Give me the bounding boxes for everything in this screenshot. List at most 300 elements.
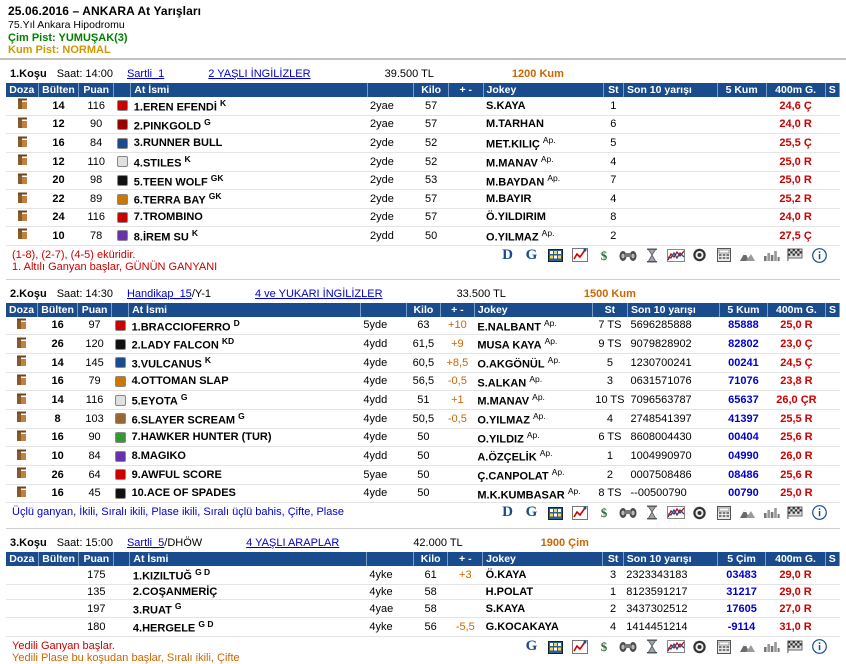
cell-horse-name[interactable]: 8.İREM SU $^K$ (131, 226, 367, 245)
cell-weight-change: +9 (440, 335, 474, 354)
cell-last10 (624, 115, 718, 134)
cell-s (825, 134, 839, 153)
cell-jockey[interactable]: H.POLAT (483, 584, 603, 599)
col-header-bulten: Bülten (38, 552, 79, 566)
graph-icon[interactable] (667, 639, 684, 654)
cell-weight-change (440, 447, 474, 466)
cell-horse-name[interactable]: 4.STILES $^K$ (131, 152, 367, 171)
cell-horse-name[interactable]: 5.TEEN WOLF $^{GK}$ (131, 171, 367, 190)
cell-start: 2 (603, 226, 623, 245)
cell-doza (6, 484, 38, 503)
cell-s (825, 171, 839, 190)
cell-doza (6, 115, 38, 134)
jockey-silk-icon (113, 171, 130, 190)
cell-400m: 25,0 R (766, 171, 825, 190)
chart-icon[interactable] (571, 505, 588, 520)
target-icon[interactable] (691, 248, 708, 263)
cell-jockey[interactable]: MUSA KAYA $^{Ap.}$ (474, 335, 592, 354)
table-row[interactable] (6, 409, 840, 428)
jockey-silk-icon (113, 134, 130, 153)
col-header-yas (360, 303, 406, 317)
jockey-silk-icon (113, 190, 130, 209)
cell-s (825, 584, 839, 599)
cell-doza (6, 618, 38, 637)
cell-jockey[interactable]: MET.KILIÇ $^{Ap.}$ (483, 134, 603, 153)
calculator-icon[interactable] (715, 639, 732, 654)
cell-start: 5 (592, 353, 627, 372)
graph-icon[interactable] (667, 505, 684, 520)
cell-horse-name[interactable]: 6.TERRA BAY $^{GK}$ (131, 190, 367, 209)
cell-s (825, 372, 839, 391)
cell-age-sex: 4yde (360, 353, 406, 372)
cell-age-sex: 2yde (367, 208, 414, 226)
cell-400m: 25,6 R (767, 428, 825, 447)
cell-jockey[interactable]: G.KOCAKAYA (483, 618, 603, 637)
cell-last5 (717, 226, 766, 245)
cell-horse-name[interactable]: 10.ACE OF SPADES (129, 484, 361, 503)
cell-s (825, 226, 839, 245)
cell-jockey[interactable]: Ö.KAYA (483, 566, 603, 584)
col-header-s: S (825, 303, 839, 317)
venue-subtitle: 75.Yıl Ankara Hipodromu (8, 19, 125, 31)
race-conditions-link[interactable]: Sartli_1 (126, 68, 165, 80)
cell-last5 (717, 97, 766, 115)
col-header-silk (113, 83, 130, 97)
col-header-s: S (825, 552, 839, 566)
cell-doza (6, 566, 38, 584)
cell-puan: 84 (79, 134, 114, 153)
info-icon[interactable] (811, 505, 828, 520)
cell-400m: 25,2 R (766, 190, 825, 209)
race-notes (6, 637, 523, 664)
cell-horse-name[interactable]: 1.KIZILTUĞ $^{G D}$ (130, 566, 367, 584)
table-row[interactable] (6, 599, 840, 618)
cell-doza (6, 584, 38, 599)
race-conditions-link[interactable]: Sartli_5 (126, 537, 165, 550)
letter-g-icon[interactable]: G (525, 504, 538, 521)
jockey-silk-icon (112, 484, 129, 503)
cell-age-sex: 4yke (366, 618, 413, 637)
cell-400m: 31,0 R (766, 618, 825, 637)
table-row[interactable] (6, 208, 840, 226)
hourglass-icon[interactable] (643, 505, 660, 520)
cell-age-sex: 4ydd (360, 335, 406, 354)
cell-puan: 145 (78, 353, 112, 372)
calendar-icon[interactable] (547, 505, 564, 520)
cell-s (825, 428, 839, 447)
calendar-icon[interactable] (547, 639, 564, 654)
cell-400m: 23,0 Ç (767, 335, 825, 354)
cell-weight-change: -0,5 (440, 409, 474, 428)
table-row[interactable] (6, 115, 840, 134)
stats-icon[interactable] (763, 639, 780, 654)
race-prize: 42.000 TL (413, 537, 463, 550)
col-header-silk (114, 552, 130, 566)
binoculars-icon[interactable] (619, 639, 636, 654)
cell-weight-change (448, 115, 483, 134)
calculator-icon[interactable] (715, 248, 732, 263)
cell-weight: 58 (413, 584, 448, 599)
race-time: Saat: 15:00 (56, 537, 113, 550)
cell-bulten: 26 (38, 465, 78, 484)
races-container (0, 68, 846, 664)
cell-doza (6, 409, 38, 428)
cell-puan: 116 (78, 391, 112, 410)
cell-age-sex: 4yke (366, 584, 413, 599)
cell-weight-change: +10 (440, 317, 474, 335)
jockey-silk-icon (113, 115, 130, 134)
cell-age-sex: 2yae (367, 115, 414, 134)
col-header-s: S (825, 83, 839, 97)
race-table (6, 303, 840, 504)
col-header-son10: Son 10 yarışı (628, 303, 720, 317)
table-row[interactable] (6, 190, 840, 209)
chart-icon[interactable] (571, 248, 588, 263)
col-header-doza: Doza (6, 83, 38, 97)
cell-horse-name[interactable]: 4.HERGELE $^{G D}$ (130, 618, 367, 637)
page-title: 25.06.2016 – ANKARA At Yarışları (8, 4, 202, 18)
hourglass-icon[interactable] (643, 248, 660, 263)
cell-horse-name[interactable]: 1.EREN EFENDİ $^K$ (131, 97, 367, 115)
col-header-st: St (603, 83, 623, 97)
col-header-jokey: Jokey (474, 303, 592, 317)
chart-icon[interactable] (571, 639, 588, 654)
cell-bulten: 22 (38, 190, 79, 209)
cell-last5 (717, 190, 766, 209)
col-header-jokey: Jokey (483, 552, 603, 566)
col-header-son10: Son 10 yarışı (623, 552, 717, 566)
cell-last10: 2323343183 (623, 566, 717, 584)
race-header (6, 537, 840, 549)
race-distance: 1200 Kum (511, 68, 564, 80)
cell-jockey[interactable]: M.BAYIR (483, 190, 603, 209)
col-header-at-ismi: At İsmi (130, 552, 367, 566)
table-row[interactable] (6, 428, 840, 447)
cell-last10: 0631571076 (628, 372, 720, 391)
cell-age-sex: 4yde (360, 484, 406, 503)
cell-last10 (624, 208, 718, 226)
cell-start: 7 (603, 171, 623, 190)
cell-weight: 50 (414, 226, 449, 245)
cell-jockey[interactable]: M.MANAV $^{Ap.}$ (474, 391, 592, 410)
cell-s (825, 484, 839, 503)
jockey-silk-icon (112, 409, 129, 428)
cell-age-sex: 2yae (367, 97, 414, 115)
cell-weight-change (440, 428, 474, 447)
race-notes (6, 246, 499, 273)
cell-last10: 9079828902 (628, 335, 720, 354)
cell-jockey[interactable]: M.MANAV $^{Ap.}$ (483, 152, 603, 171)
table-row[interactable] (6, 171, 840, 190)
table-row[interactable] (6, 566, 840, 584)
cell-puan: 103 (78, 409, 112, 428)
table-row[interactable] (6, 152, 840, 171)
cell-last5: 00241 (719, 353, 767, 372)
cell-weight: 50 (406, 428, 440, 447)
cell-last5: 65637 (719, 391, 767, 410)
cell-last5: 00790 (719, 484, 767, 503)
cell-weight: 58 (413, 599, 448, 618)
cell-s (825, 566, 839, 584)
col-header-jokey: Jokey (483, 83, 603, 97)
cell-jockey[interactable]: O.YILMAZ $^{Ap.}$ (474, 409, 592, 428)
cell-last10: 5696285888 (628, 317, 720, 335)
cell-jockey[interactable]: S.ALKAN $^{Ap.}$ (474, 372, 592, 391)
jockey-silk-icon (112, 391, 129, 410)
cell-age-sex: 2yde (367, 134, 414, 153)
table-row[interactable] (6, 226, 840, 245)
cell-bulten: 20 (38, 171, 79, 190)
col-header-puan: Puan (78, 303, 112, 317)
cell-jockey[interactable]: M.K.KUMBASAR $^{Ap.}$ (474, 484, 592, 503)
col-header-kilo: Kilo (413, 552, 448, 566)
cell-jockey[interactable]: O.YILMAZ $^{Ap.}$ (483, 226, 603, 245)
calendar-icon[interactable] (547, 248, 564, 263)
race-number: 3.Koşu (10, 537, 47, 550)
cell-last5 (717, 208, 766, 226)
info-icon[interactable] (811, 248, 828, 263)
cell-jockey[interactable]: A.ÖZÇELİK $^{Ap.}$ (474, 447, 592, 466)
cell-puan: 116 (79, 97, 114, 115)
cell-weight: 56,5 (406, 372, 440, 391)
cell-horse-name[interactable]: 1.BRACCIOFERRO $^D$ (129, 317, 361, 335)
cell-s (825, 618, 839, 637)
cell-last10 (624, 171, 718, 190)
col-header-400m: 400m G. (767, 303, 825, 317)
cell-weight-change (448, 97, 483, 115)
table-row[interactable] (6, 447, 840, 466)
cell-horse-name[interactable]: 9.AWFUL SCORE (129, 465, 361, 484)
cell-s (825, 317, 839, 335)
cell-last10: --00500790 (628, 484, 720, 503)
cell-horse-name[interactable]: 8.MAGIKO (129, 447, 361, 466)
cell-s (825, 190, 839, 209)
cell-doza (6, 226, 38, 245)
cell-puan: 90 (78, 428, 112, 447)
table-row[interactable] (6, 584, 840, 599)
cell-bulten: 14 (38, 391, 78, 410)
mountain-icon[interactable] (739, 505, 756, 520)
section-divider (6, 528, 840, 529)
dollar-icon[interactable] (595, 505, 612, 520)
cell-last5 (717, 115, 766, 134)
table-row[interactable] (6, 465, 840, 484)
race-number: 2.Koşu (10, 287, 47, 300)
cell-s (825, 335, 839, 354)
cell-jockey[interactable]: O.YILDIZ $^{Ap.}$ (474, 428, 592, 447)
cell-bulten: 16 (38, 317, 78, 335)
cell-jockey[interactable]: Ö.YILDIRIM (483, 208, 603, 226)
cell-bulten: 16 (38, 134, 79, 153)
cell-bulten (38, 584, 79, 599)
cell-jockey[interactable]: M.BAYDAN $^{Ap.}$ (483, 171, 603, 190)
cell-400m: 27,5 Ç (766, 226, 825, 245)
race-time: Saat: 14:30 (56, 287, 113, 300)
cell-weight: 60,5 (406, 353, 440, 372)
cell-weight-change: -5,5 (448, 618, 483, 637)
cell-start: 4 (603, 618, 623, 637)
dirt-track-status: Kum Pist: NORMAL (8, 44, 111, 56)
cell-weight-change: +1 (440, 391, 474, 410)
table-row[interactable] (6, 484, 840, 503)
cell-last5: 31217 (717, 584, 766, 599)
cell-weight-change (448, 208, 483, 226)
cell-bulten (38, 566, 79, 584)
cell-horse-name[interactable]: 2.COŞANMERİÇ (130, 584, 367, 599)
cell-jockey[interactable]: E.NALBANT $^{Ap.}$ (474, 317, 592, 335)
cell-horse-name[interactable]: 3.RUNNER BULL (131, 134, 367, 153)
col-header-kilo: Kilo (406, 303, 440, 317)
cell-jockey[interactable]: M.TARHAN (483, 115, 603, 134)
mountain-icon[interactable] (739, 639, 756, 654)
jockey-silk-icon (112, 353, 129, 372)
race-tools-iconbar (499, 246, 840, 265)
cell-horse-name[interactable]: 7.HAWKER HUNTER (TUR) (129, 428, 361, 447)
cell-horse-name[interactable]: 2.PINKGOLD $^G$ (131, 115, 367, 134)
cell-last5: 41397 (719, 409, 767, 428)
stats-icon[interactable] (763, 505, 780, 520)
dollar-icon[interactable] (595, 639, 612, 654)
flag-icon[interactable] (787, 248, 804, 263)
race-conditions-link[interactable]: Handikap_15 (126, 287, 192, 300)
cell-puan: 97 (78, 317, 112, 335)
cell-weight-change (448, 599, 483, 618)
cell-weight-change (448, 226, 483, 245)
cell-age-sex: 4yke (366, 566, 413, 584)
cell-400m: 26,0 ÇR (767, 391, 825, 410)
race-notes (6, 503, 499, 518)
cell-weight: 57 (414, 97, 449, 115)
cell-start: 4 (603, 190, 623, 209)
cell-weight: 51 (406, 391, 440, 410)
cell-last10 (624, 190, 718, 209)
cell-horse-name[interactable]: 3.RUAT $^G$ (130, 599, 367, 618)
svg-text:$: $ (600, 505, 607, 521)
table-row[interactable] (6, 391, 840, 410)
info-icon[interactable] (811, 639, 828, 654)
cell-s (825, 447, 839, 466)
cell-age-sex: 4yde (360, 428, 406, 447)
cell-last5: 17605 (717, 599, 766, 618)
jockey-silk-icon (113, 226, 130, 245)
hourglass-icon[interactable] (643, 639, 660, 654)
race-header (6, 68, 840, 80)
cell-jockey[interactable]: S.KAYA (483, 97, 603, 115)
target-icon[interactable] (691, 639, 708, 654)
table-row[interactable] (6, 372, 840, 391)
cell-weight: 53 (414, 171, 449, 190)
section-divider (6, 279, 840, 280)
cell-400m: 26,0 R (767, 447, 825, 466)
cell-weight: 57 (414, 190, 449, 209)
cell-start: 1 (603, 97, 623, 115)
dollar-icon[interactable] (595, 248, 612, 263)
cell-age-sex: 4yde (360, 372, 406, 391)
cell-jockey[interactable]: O.AKGÖNÜL $^{Ap.}$ (474, 353, 592, 372)
cell-horse-name[interactable]: 5.EYOTA $^G$ (129, 391, 361, 410)
cell-horse-name[interactable]: 4.OTTOMAN SLAP (129, 372, 361, 391)
cell-doza (6, 428, 38, 447)
cell-jockey[interactable]: S.KAYA (483, 599, 603, 618)
cell-400m: 25,5 R (767, 409, 825, 428)
cell-puan: 84 (78, 447, 112, 466)
cell-last10: 3437302512 (623, 599, 717, 618)
cell-doza (6, 599, 38, 618)
jockey-silk-icon (113, 208, 130, 226)
letter-g-icon[interactable]: G (525, 246, 538, 263)
cell-bulten: 26 (38, 335, 78, 354)
binoculars-icon[interactable] (619, 248, 636, 263)
table-row[interactable] (6, 317, 840, 335)
cell-puan: 89 (79, 190, 114, 209)
col-header-st: St (592, 303, 627, 317)
jockey-silk-icon (112, 335, 129, 354)
cell-bulten: 14 (38, 97, 79, 115)
jockey-silk-icon (114, 584, 130, 599)
cell-jockey[interactable]: Ç.CANPOLAT $^{Ap.}$ (474, 465, 592, 484)
race-category-link[interactable]: 2 YAŞLI İNGİLİZLER (208, 68, 311, 80)
binoculars-icon[interactable] (619, 505, 636, 520)
calculator-icon[interactable] (715, 505, 732, 520)
stats-icon[interactable] (763, 248, 780, 263)
table-row[interactable] (6, 335, 840, 354)
race-footer (6, 503, 840, 522)
graph-icon[interactable] (667, 248, 684, 263)
race-category-link[interactable]: 4 ve YUKARI İNGİLİZLER (254, 287, 383, 300)
flag-icon[interactable] (787, 639, 804, 654)
cell-400m: 23,8 R (767, 372, 825, 391)
cell-start: 6 (603, 115, 623, 134)
cell-last5: -9114 (717, 618, 766, 637)
cell-weight: 52 (414, 134, 449, 153)
cell-puan: 78 (79, 226, 114, 245)
cell-s (825, 152, 839, 171)
table-row[interactable] (6, 618, 840, 637)
jockey-silk-icon (114, 618, 130, 637)
race-category-link[interactable]: 4 YAŞLI ARAPLAR (246, 537, 340, 550)
col-header-silk (112, 303, 129, 317)
race-note: Yedili Plase bu koşudan başlar, Sıralı ikili, Çifte (12, 652, 240, 664)
table-row[interactable] (6, 97, 840, 115)
col-header-400m: 400m G. (766, 83, 825, 97)
cell-puan: 175 (79, 566, 114, 584)
target-icon[interactable] (691, 505, 708, 520)
col-header-at-ismi: At İsmi (129, 303, 361, 317)
cell-last5: 00404 (719, 428, 767, 447)
mountain-icon[interactable] (739, 248, 756, 263)
table-row[interactable] (6, 353, 840, 372)
col-header-st: St (603, 552, 623, 566)
cell-start: 4 (592, 409, 627, 428)
cell-horse-name[interactable]: 2.LADY FALCON $^{KD}$ (129, 335, 361, 354)
letter-g-icon[interactable]: G (525, 638, 538, 655)
cell-weight: 63 (406, 317, 440, 335)
cell-start: 1 (603, 584, 623, 599)
cell-horse-name[interactable]: 3.VULCANUS $^K$ (129, 353, 361, 372)
cell-age-sex: 2yde (367, 171, 414, 190)
letter-d-icon[interactable]: D (502, 504, 513, 521)
cell-last10 (624, 134, 718, 153)
flag-icon[interactable] (787, 505, 804, 520)
cell-horse-name[interactable]: 6.SLAYER SCREAM $^G$ (129, 409, 361, 428)
cell-age-sex: 5yae (360, 465, 406, 484)
cell-horse-name[interactable]: 7.TROMBINO (131, 208, 367, 226)
cell-s (825, 599, 839, 618)
letter-d-icon[interactable]: D (502, 246, 513, 263)
table-row[interactable] (6, 134, 840, 153)
col-header-son5: 5 Çim (717, 552, 766, 566)
cell-weight-change (440, 465, 474, 484)
